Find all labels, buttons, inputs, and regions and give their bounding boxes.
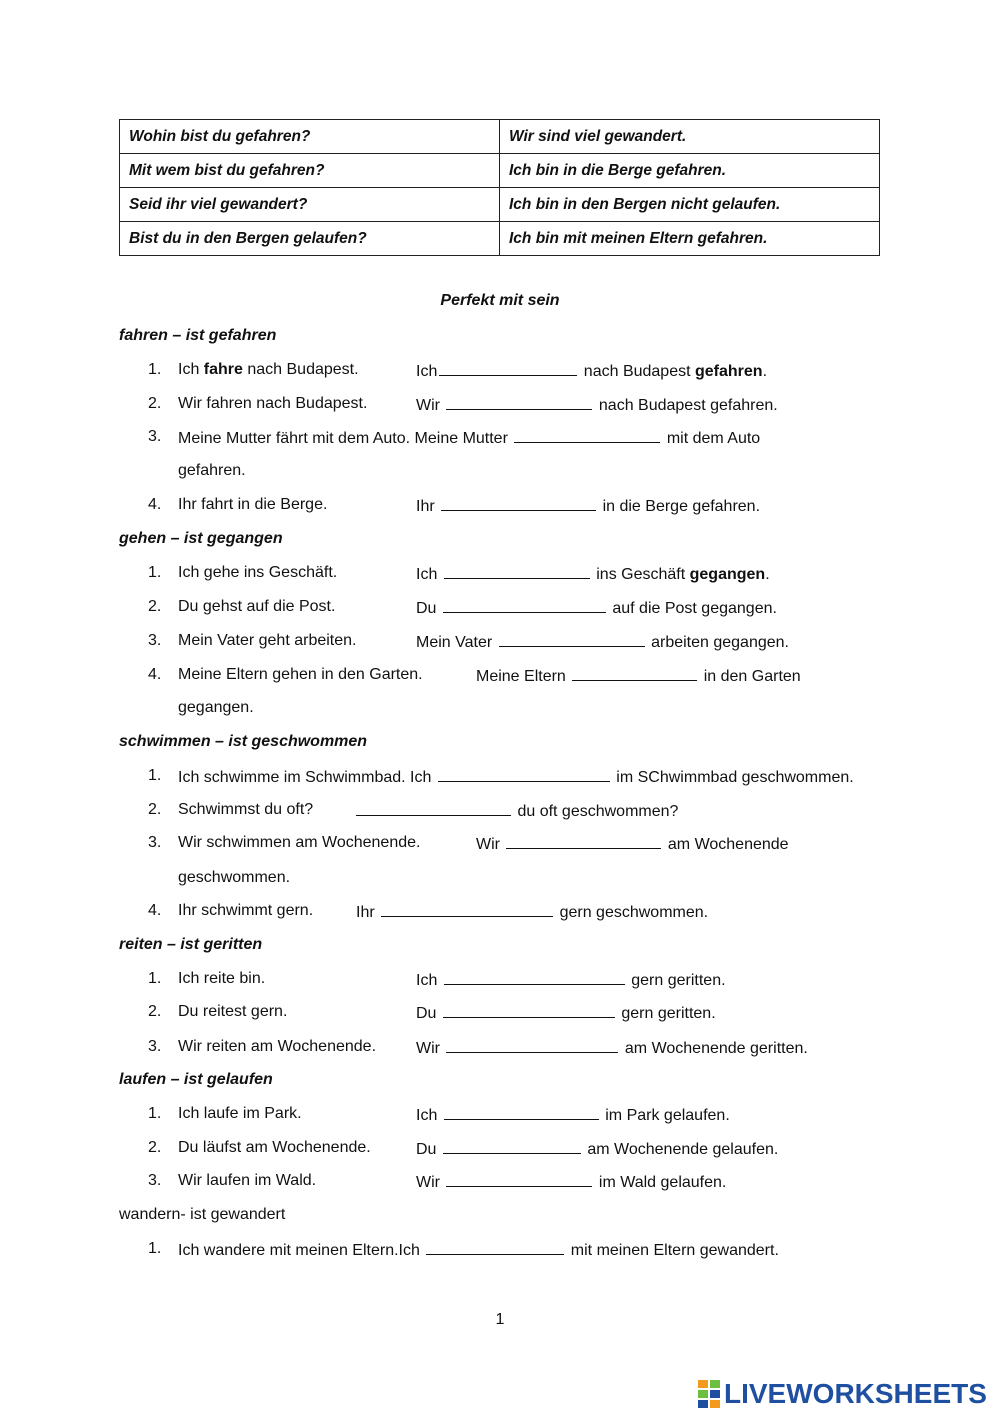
sentence-text: Ihr fahrt in die Berge. xyxy=(178,496,328,513)
item-number: 3. xyxy=(148,428,162,445)
answer-line: Ihr in die Berge gefahren. xyxy=(416,498,761,515)
answer-blank[interactable] xyxy=(443,1003,615,1018)
item-number: 4. xyxy=(148,902,162,919)
table-row xyxy=(120,154,880,188)
sentence-text: Mein Vater geht arbeiten. xyxy=(178,632,357,649)
answer-line: Ihr gern geschwommen. xyxy=(356,904,709,921)
answer-blank[interactable] xyxy=(426,1240,564,1255)
sentence-text: Du reitest gern. xyxy=(178,1003,288,1020)
sentence-text: Du läufst am Wochenende. xyxy=(178,1139,371,1156)
answer-cell[interactable]: Ich bin in den Bergen nicht gelaufen. xyxy=(500,188,880,222)
answer-line: du oft geschwommen? xyxy=(356,801,678,821)
item-number: 1. xyxy=(148,1240,162,1257)
section-header-schwimmen: schwimmen – ist geschwommen xyxy=(119,733,368,750)
answer-line: Wir im Wald gelaufen. xyxy=(416,1174,727,1191)
answer-blank[interactable] xyxy=(356,801,511,816)
item-number: 3. xyxy=(148,1038,162,1055)
sentence-text: Meine Mutter fährt mit dem Auto. Meine Mutter mit dem Auto xyxy=(178,430,761,447)
answer-cell[interactable]: Ich bin in die Berge gefahren. xyxy=(500,154,880,188)
table-row xyxy=(120,222,880,256)
answer-line: Wir am Wochenende xyxy=(476,836,789,853)
sentence-continuation: gefahren. xyxy=(178,462,246,479)
answer-line: Mein Vater arbeiten gegangen. xyxy=(416,634,789,651)
answer-line: Ich im Park gelaufen. xyxy=(416,1107,730,1124)
answer-line: Ich ins Geschäft gegangen. xyxy=(416,566,770,583)
logo-text: LIVEWORKSHEETS xyxy=(724,1378,987,1409)
item-number: 1. xyxy=(148,564,162,581)
answer-line: Meine Eltern in den Garten xyxy=(476,668,801,685)
question-cell[interactable]: Seid ihr viel gewandert? xyxy=(120,188,500,222)
answer-blank[interactable] xyxy=(444,970,625,985)
question-cell[interactable]: Bist du in den Bergen gelaufen? xyxy=(120,222,500,256)
answer-blank[interactable] xyxy=(506,834,661,849)
item-number: 2. xyxy=(148,1139,162,1156)
item-number: 2. xyxy=(148,395,162,412)
answer-line: Ich gern geritten. xyxy=(416,972,726,989)
table-row xyxy=(120,120,880,154)
item-number: 4. xyxy=(148,666,162,683)
answer-cell[interactable]: Ich bin mit meinen Eltern gefahren. xyxy=(500,222,880,256)
answer-blank[interactable] xyxy=(381,902,553,917)
answer-blank[interactable] xyxy=(444,1105,599,1120)
answer-blank[interactable] xyxy=(446,395,592,410)
answer-line: Du am Wochenende gelaufen. xyxy=(416,1141,779,1158)
section-header-laufen: laufen – ist gelaufen xyxy=(119,1071,273,1088)
matching-table xyxy=(119,119,880,256)
sentence-text: Ich reite bin. xyxy=(178,970,266,987)
item-number: 1. xyxy=(148,1105,162,1122)
answer-blank[interactable] xyxy=(499,632,645,647)
item-number: 1. xyxy=(148,970,162,987)
sentence-text: Du gehst auf die Post. xyxy=(178,598,336,615)
sentence-text: Ich wandere mit meinen Eltern.Ich mit meinen Eltern gewandert. xyxy=(178,1242,779,1259)
answer-line: Du gern geritten. xyxy=(416,1005,716,1022)
answer-blank[interactable] xyxy=(439,361,577,376)
sentence-text: Ich laufe im Park. xyxy=(178,1105,302,1122)
answer-blank[interactable] xyxy=(446,1172,592,1187)
section-header-fahren: fahren – ist gefahren xyxy=(119,327,277,344)
sentence-text: Meine Eltern gehen in den Garten. xyxy=(178,666,423,683)
item-number: 3. xyxy=(148,1172,162,1189)
sentence-text: Ich schwimme im Schwimmbad. Ich im SChwimmbad geschwommen. xyxy=(178,769,854,786)
liveworksheets-logo[interactable] xyxy=(698,1376,987,1412)
table-row xyxy=(120,188,880,222)
item-number: 2. xyxy=(148,801,162,818)
item-number: 2. xyxy=(148,1003,162,1020)
question-cell[interactable]: Mit wem bist du gefahren? xyxy=(120,154,500,188)
answer-cell[interactable]: Wir sind viel gewandert. xyxy=(500,120,880,154)
answer-line: Du auf die Post gegangen. xyxy=(416,600,777,617)
item-number: 1. xyxy=(148,767,162,784)
item-number: 2. xyxy=(148,598,162,615)
sentence-text: Ihr schwimmt gern. xyxy=(178,902,314,919)
sentence-continuation: gegangen. xyxy=(178,699,254,716)
section-header-gehen: gehen – ist gegangen xyxy=(119,530,283,547)
page-title: Perfekt mit sein xyxy=(440,292,560,309)
page-number: 1 xyxy=(495,1311,505,1328)
sentence-text: Wir fahren nach Budapest. xyxy=(178,395,368,412)
answer-line: Wir am Wochenende geritten. xyxy=(416,1040,808,1057)
answer-blank[interactable] xyxy=(514,428,660,443)
item-number: 4. xyxy=(148,496,162,513)
item-number: 3. xyxy=(148,834,162,851)
answer-blank[interactable] xyxy=(443,1139,581,1154)
item-number: 1. xyxy=(148,361,162,378)
sentence-text: Ich gehe ins Geschäft. xyxy=(178,564,338,581)
sentence-text: Ich fahre nach Budapest. xyxy=(178,361,359,378)
answer-blank[interactable] xyxy=(441,496,596,511)
sentence-text: Schwimmst du oft? xyxy=(178,801,314,818)
sentence-text: Wir laufen im Wald. xyxy=(178,1172,317,1189)
sentence-continuation: geschwommen. xyxy=(178,869,291,886)
answer-blank[interactable] xyxy=(443,598,606,613)
item-number: 3. xyxy=(148,632,162,649)
answer-blank[interactable] xyxy=(444,564,590,579)
section-header-reiten: reiten – ist geritten xyxy=(119,936,263,953)
answer-blank[interactable] xyxy=(572,666,697,681)
answer-blank[interactable] xyxy=(438,767,610,782)
sentence-text: Wir reiten am Wochenende. xyxy=(178,1038,377,1055)
answer-line: Wir nach Budapest gefahren. xyxy=(416,397,778,414)
section-header-wandern: wandern- ist gewandert xyxy=(119,1206,286,1223)
liveworksheets-logo-icon xyxy=(698,1380,720,1408)
answer-blank[interactable] xyxy=(446,1038,618,1053)
sentence-text: Wir schwimmen am Wochenende. xyxy=(178,834,421,851)
question-cell[interactable]: Wohin bist du gefahren? xyxy=(120,120,500,154)
answer-line: Ich nach Budapest gefahren. xyxy=(416,363,768,380)
